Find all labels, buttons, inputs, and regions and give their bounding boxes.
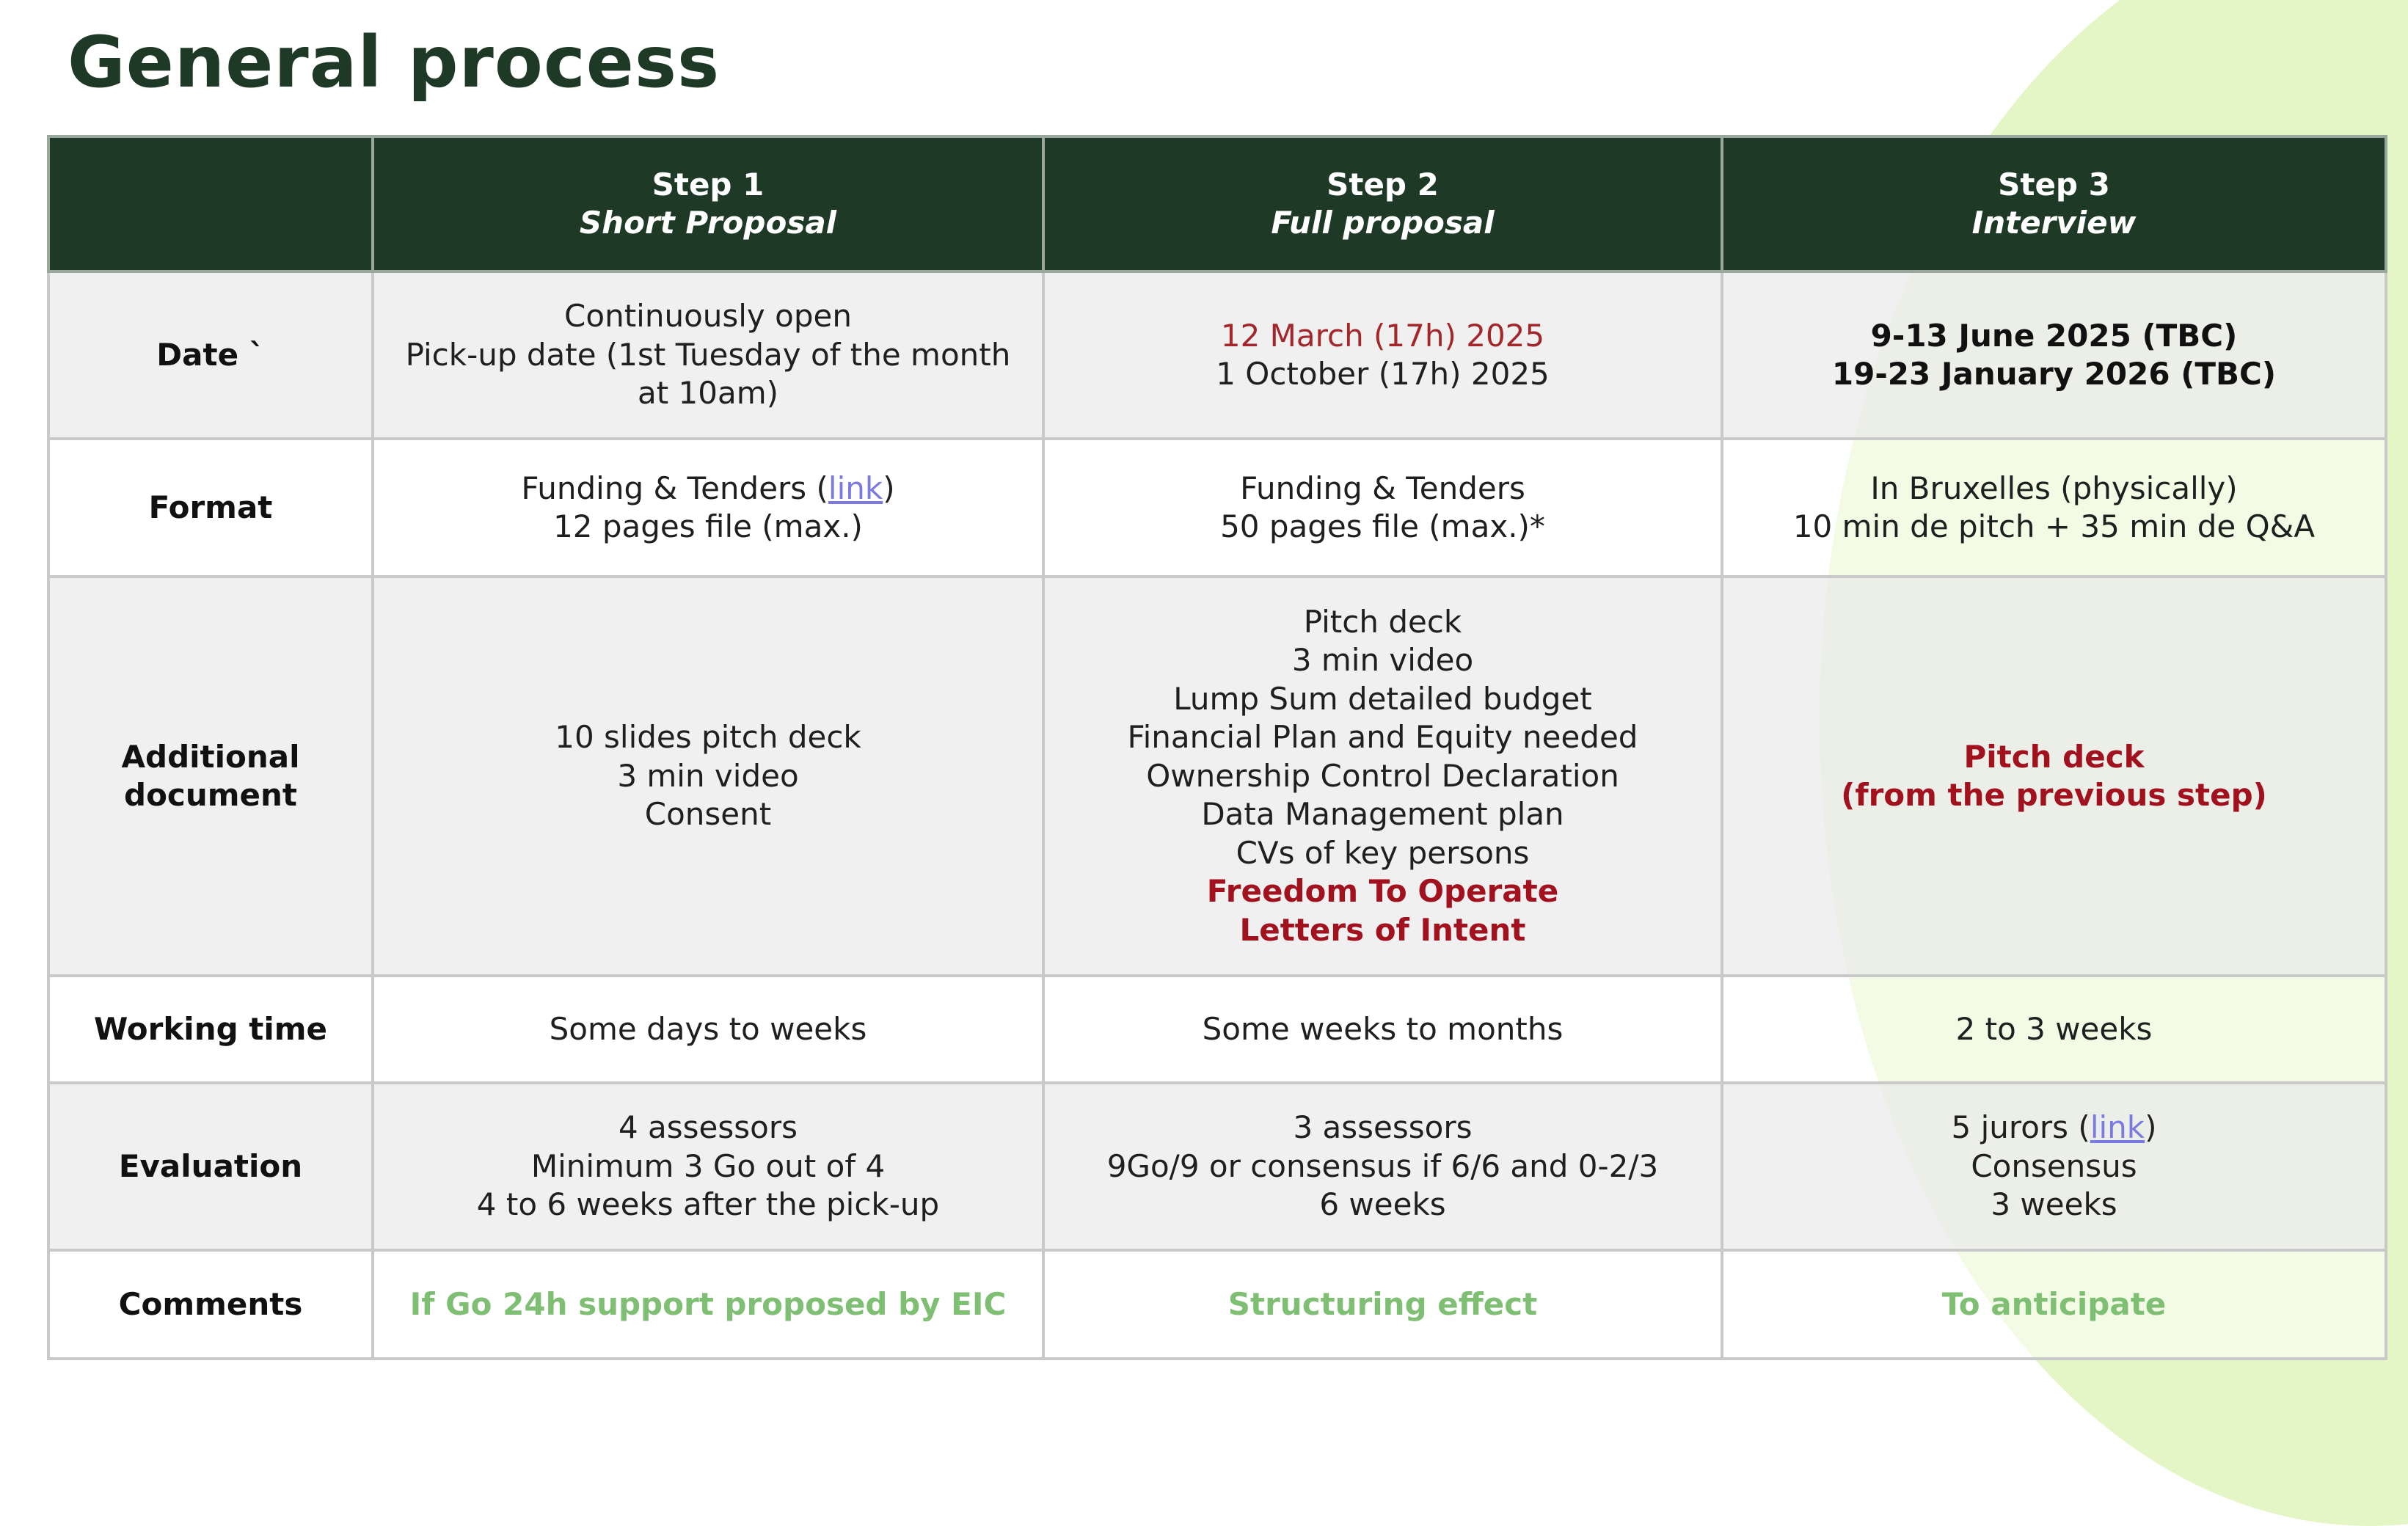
format-step-1-suffix: ) <box>883 470 895 506</box>
evaluation-step-3-link[interactable]: link <box>2090 1109 2145 1146</box>
evaluation-step-3-suffix: ) <box>2145 1109 2157 1146</box>
format-step-1-line: 12 pages file (max.) <box>553 508 863 544</box>
format-step-1-cell <box>373 439 1043 577</box>
date-step-3-line: 9-13 June 2025 (TBC) <box>1870 317 2238 354</box>
additional-step-2-highlight: Freedom To Operate <box>1206 873 1559 910</box>
evaluation-step-1-line: 4 to 6 weeks after the pick-up <box>476 1186 940 1223</box>
format-step-2-line: 50 pages file (max.)* <box>1220 508 1545 544</box>
additional-step-2-line: 3 min video <box>1291 642 1474 679</box>
evaluation-step-3-prefix: 5 jurors ( <box>1951 1109 2090 1146</box>
date-row-label: Date ` <box>48 271 373 439</box>
comments-step-2-cell: Structuring effect <box>1043 1250 1722 1359</box>
format-row-label: Format <box>48 439 373 577</box>
format-step-1-link[interactable]: link <box>828 470 883 506</box>
header-row <box>48 136 2386 271</box>
comments-step-1-cell: If Go 24h support proposed by EIC <box>373 1250 1043 1359</box>
additional-step-2-line: Data Management plan <box>1201 796 1564 833</box>
evaluation-step-2-cell <box>1043 1083 1722 1250</box>
date-step-3-cell <box>1722 271 2386 439</box>
additional-step-1-cell <box>373 577 1043 976</box>
header-step-3 <box>1722 136 2386 271</box>
comments-row <box>48 1250 2386 1359</box>
format-step-3-line: 10 min de pitch + 35 min de Q&A <box>1792 508 2316 544</box>
date-step-2-line: 1 October (17h) 2025 <box>1216 356 1550 392</box>
comments-step-3-cell: To anticipate <box>1722 1250 2386 1359</box>
format-step-1-prefix: Funding & Tenders ( <box>521 470 828 506</box>
step-1-subtitle: Short Proposal <box>579 205 837 241</box>
comments-row-label: Comments <box>48 1250 373 1359</box>
evaluation-step-3-line <box>1731 1109 2377 1147</box>
date-step-2-line: 12 March (17h) 2025 <box>1220 317 1545 354</box>
additional-step-2-cell <box>1043 577 1722 976</box>
format-step-1-line <box>382 470 1035 508</box>
evaluation-step-2-line: 3 assessors <box>1293 1109 1473 1146</box>
step-3-label: Step 3 <box>1998 166 2110 202</box>
evaluation-step-3-line: 3 weeks <box>1991 1186 2117 1223</box>
evaluation-step-2-line: 6 weeks <box>1319 1186 1446 1223</box>
evaluation-step-3-line: Consensus <box>1971 1147 2137 1184</box>
header-step-1 <box>373 136 1043 271</box>
additional-step-2-line: Pitch deck <box>1303 603 1462 640</box>
additional-step-2-line: CVs of key persons <box>1236 834 1530 871</box>
working-time-row <box>48 976 2386 1083</box>
evaluation-step-3-cell <box>1722 1083 2386 1250</box>
step-1-label: Step 1 <box>652 166 765 202</box>
additional-step-3-cell <box>1722 577 2386 976</box>
additional-step-2-line: Ownership Control Declaration <box>1146 757 1619 794</box>
additional-document-row-label <box>48 577 373 976</box>
step-2-subtitle: Full proposal <box>1271 205 1495 241</box>
header-corner-cell <box>48 136 373 271</box>
evaluation-row <box>48 1083 2386 1250</box>
format-step-3-line: In Bruxelles (physically) <box>1870 470 2238 506</box>
evaluation-step-1-cell <box>373 1083 1043 1250</box>
working-time-step-3-cell: 2 to 3 weeks <box>1722 976 2386 1083</box>
date-step-3-line: 19-23 January 2026 (TBC) <box>1831 356 2277 392</box>
date-step-1-line: at 10am) <box>637 375 779 412</box>
step-2-label: Step 2 <box>1327 166 1439 202</box>
page-title: General process <box>68 21 720 103</box>
date-row <box>48 271 2386 439</box>
additional-step-1-line: 3 min video <box>617 757 799 794</box>
additional-step-2-line: Lump Sum detailed budget <box>1173 680 1592 717</box>
header-step-2 <box>1043 136 1722 271</box>
evaluation-step-1-line: Minimum 3 Go out of 4 <box>530 1147 886 1184</box>
process-table <box>47 135 2387 1360</box>
additional-step-3-line: Pitch deck <box>1963 738 2145 775</box>
evaluation-row-label: Evaluation <box>48 1083 373 1250</box>
format-row <box>48 439 2386 577</box>
additional-step-2-line: Financial Plan and Equity needed <box>1127 719 1638 756</box>
step-3-subtitle: Interview <box>1971 205 2137 241</box>
evaluation-step-1-line: 4 assessors <box>618 1109 798 1146</box>
working-time-step-2-cell: Some weeks to months <box>1043 976 1722 1083</box>
additional-label-line: Additional <box>121 738 300 775</box>
date-step-2-cell <box>1043 271 1722 439</box>
date-step-1-cell <box>373 271 1043 439</box>
evaluation-step-2-line: 9Go/9 or consensus if 6/6 and 0-2/3 <box>1106 1147 1659 1184</box>
additional-step-3-line: (from the previous step) <box>1841 777 2267 813</box>
date-step-1-line: Pick-up date (1st Tuesday of the month <box>405 336 1011 373</box>
additional-step-2-highlight: Letters of Intent <box>1239 911 1526 948</box>
format-step-2-line: Funding & Tenders <box>1240 470 1525 506</box>
working-time-step-1-cell: Some days to weeks <box>373 976 1043 1083</box>
additional-step-1-line: Consent <box>644 796 772 833</box>
additional-step-1-line: 10 slides pitch deck <box>555 719 861 756</box>
format-step-2-cell <box>1043 439 1722 577</box>
format-step-3-cell <box>1722 439 2386 577</box>
additional-document-row <box>48 577 2386 976</box>
date-step-1-line: Continuously open <box>564 298 852 335</box>
working-time-row-label: Working time <box>48 976 373 1083</box>
additional-label-line: document <box>124 777 297 813</box>
